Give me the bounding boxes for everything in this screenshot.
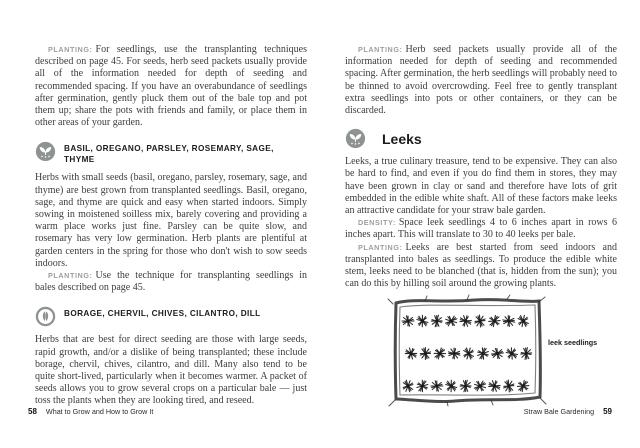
density-text: Space leek seedlings 4 to 6 inches apart in rows 6 inches apart. This will translate to 30 to 40 leeks per bale. [345,217,617,241]
bale-illustration-plants [401,314,532,395]
planting-text: Use the technique for transplanting seedlings in bales described on page 45. [35,270,307,294]
bale-sketch [387,294,547,408]
planting-paragraph [345,242,617,291]
section-title: Leeks [382,130,422,147]
density-label: DENSITY: [358,218,396,228]
running-head: Straw Bale Gardening [523,407,595,416]
density-paragraph [345,217,617,241]
section-body: Herbs that are best for direct seeding are those with large seeds, rapid growth, and/or a dislike of being transplanted; these include borage, chervil, chives, cilantro, and dill. Many also tend to be quite short-lived, particularly when it becomes warmer. A packet of seeds allows you to grow several crops on a particular bale — just toss the plants when they are looking tired, and reseed. [35,334,307,407]
planting-label: PLANTING: [48,45,93,54]
planting-paragraph [35,44,307,129]
direct-seed-icon [35,306,56,327]
section-heading-leeks [345,128,617,149]
page-number: 58 [28,407,37,416]
illustration-caption: leek seedlings [548,338,598,348]
planting-paragraph [35,270,307,294]
planting-text: Leeks are best started from seed indoors and transplanted into bales as seedlings. To produce the edible white stem, leeks need to be blanched (that is, hidden from the sun); you can do this by hilling soil around the growing plants. [345,241,617,290]
planting-label: PLANTING: [358,242,403,252]
left-footer [28,407,153,416]
right-footer [524,407,612,416]
planting-text: For seedlings, use the transplanting techniques described on page 45. For seeds, herb seed packets usually provide all of the information needed for depth of seeding and recommended spacing. If you have an overabundance of seedlings after germination, gently pluck them out of the bale top and pot them up; share the pots with friends and family, or place them in other areas of your garden. [35,44,307,129]
seedling-transplant-icon [345,128,366,149]
planting-label: PLANTING: [358,45,403,54]
straw-bale-illustration [345,294,617,410]
planting-text: Herb seed packets usually provide all of the information needed for depth of seeding and recommended spacing. After germination, the herb seedlings will probably need to be thinned to avoid overcrowding. Feel free to gently transplant extra seedlings into pots or other containers, or they can be discarded. [345,44,617,117]
running-head: What to Grow and How to Grow It [45,407,154,416]
section-title: BASIL, OREGANO, PARSLEY, ROSEMARY, SAGE, THYME [64,144,274,165]
page-number: 59 [603,407,612,416]
planting-label: PLANTING: [48,271,93,281]
planting-paragraph [345,44,617,117]
section-title: BORAGE, CHERVIL, CHIVES, CILANTRO, DILL [64,309,261,319]
page-right [345,0,617,448]
section-heading-small-seed-herbs [35,141,307,165]
page-left [35,0,307,448]
section-body: Leeks, a true culinary treasure, tend to be expensive. They can also be hard to find, and even if you do find them in stores, they may have been grown in clay or sand and therefore have lots of grit embedded in the edible white shaft. All of these factors make leeks an attractive candidate for your straw bale garden. [345,156,617,217]
section-heading-direct-seed-herbs [35,306,307,327]
seedling-transplant-icon [35,141,56,162]
section-body: Herbs with small seeds (basil, oregano, parsley, rosemary, sage, and thyme) are best grown from transplanted seedlings. Basil, oregano, sage, and thyme are quick and easy when started indoors. Simply sowing in moistened soilless mix, barely covering and providing a warm place works just fine. Parsley can be quite slow, and rosemary has very low germination. Herb plants are plentiful at garden centers in the spring for those who don't wish to sow seeds indoors. [35,172,307,269]
